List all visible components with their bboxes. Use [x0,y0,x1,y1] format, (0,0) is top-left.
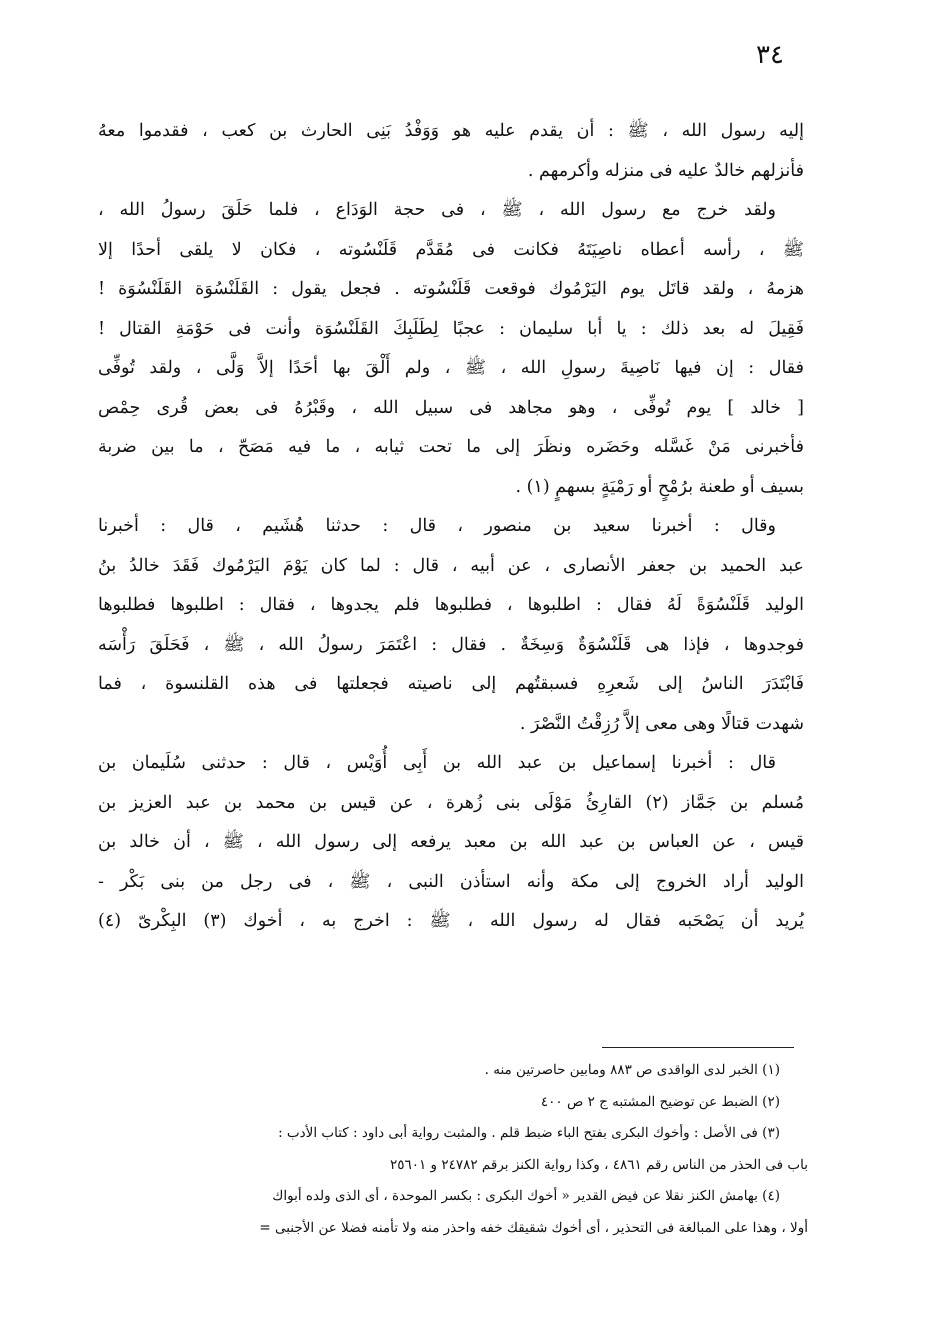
text-line: شهدت قتالًا وهى معى إلاَّ رُزِقْتُ النَّصْرَ . [519,713,804,734]
text-line: فَابْتَدَرَ الناسُ إلى شَعرِهِ فسبقتُهم إلى ناصيته فجعلتها فى هذه القلنسوة ، فما [98,674,804,694]
text-line: فوجدوها ، فإذا هى قَلَنْسُوَةٌ وَسِخَةٌ . فقال : اعْتَمَرَ رسولُ الله ، ﷺ ، فَحَلَقَ رَأْسَه [98,634,804,655]
text-line: إليه رسول الله ، ﷺ : أن يقدم عليه هو وَوَفْدُ بَنِى الحارث بن كعب ، فقدموا معهُ [98,121,804,141]
text-line: ﷺ ، رأسه أعطاه ناصِيَتَهُ فكانت فى مُقَدَّم قَلَنْسُوته ، فكان لا يلقى أحدًا إلا [98,239,804,260]
body-text [98,112,804,942]
text-line: يُريد أن يَصْحَبه فقال له رسول الله ، ﷺ : اخرج به ، أخوك (٣) البِكْرىّ (٤) [98,911,804,931]
paragraph-start-line: ولقد خرج مع رسول الله ، ﷺ ، فى حجة الوَدَاع ، فلما حَلَقَ رسولُ الله ، [98,200,776,220]
paragraph-start-line: وقال : أخبرنا سعيد بن منصور ، قال : حدثنا هُشَيم ، قال : أخبرنا [98,516,776,536]
footnote-4-continued: أولا ، وهذا على المبالغة فى التحذير ، أى أخوك شقيقك خفه واحذر منه ولا تأمنه فضلا عن الأجنبى = [259,1219,808,1236]
footnote-4: (٤) بهامش الكنز نقلا عن فيض القدير « أخوك البكرى : بكسر الموحدة ، أى الذى ولده أبواك [272,1188,780,1204]
footnote-1: (١) الخبر لدى الواقدى ص ٨٨٣ ومابين حاصرتين منه . [484,1062,780,1078]
paragraph-start-line: قال : أخبرنا إسماعيل بن عبد الله بن أَبِى أُوَيْس ، قال : حدثنى سُلَيمان بن [98,753,776,773]
text-line: فأخبرنى مَنْ غَسَّله وحَضَره ونظَرَ إلى ما تحت ثيابه ، ما فيه مَصَحّ ، ما بين ضربة [98,437,804,457]
text-line: فقال : إن فيها نَاصِيةَ رسولِ الله ، ﷺ ، ولم أَلْقَ بها أحَدًا إلاَّ وَلَّى ، ولقد تُوفِّى [98,358,804,378]
text-line: قيس ، عن العباس بن عبد الله بن معبد يرفعه إلى رسول الله ، ﷺ ، أن خالد بن [98,832,804,852]
text-line: الوليد أراد الخروج إلى مكة وأنه استأذن النبى ، ﷺ ، فى رجل من بنى بَكْر - [98,871,804,892]
text-line: الوليد قَلَنْسُوَةً لَهُ فقال : اطلبوها ، فطلبوها فلم يجدوها ، فقال : اطلبوها فطلبوها [98,595,804,615]
footnote-3-continued: باب فى الحذر من الناس رقم ٤٨٦١ ، وكذا رواية الكنز برقم ٢٤٧٨٢ و ٢٥٦٠١ [389,1156,808,1173]
text-line: [ خالد ] يوم تُوفِّى ، وهو مجاهد فى سبيل الله ، وقَبْرُهُ فى بعض قُرى حِمْص [98,397,804,418]
text-line: بسيف أو طعنة برُمْحٍ أو رَمْيَةٍ بسهمٍ (١) . [515,476,804,497]
page-number: ٣٤ [756,40,784,70]
footnote-divider [602,1047,794,1048]
footnotes [96,1055,808,1244]
footnote-2: (٢) الضبط عن توضيح المشتبه ج ٢ ص ٤٠٠ [540,1093,780,1110]
text-line: مُسلم بن جَمَّاز (٢) القارِئُ مَوْلَى بنى زُهرة ، عن قيس بن محمد بن عبد العزيز بن [98,792,804,813]
footnote-3: (٣) فى الأصل : وأخوك البكرى بفتح الباء ضبط قلم . والمثبت رواية أبى داود : كتاب الأدب : [278,1125,780,1141]
text-line: عبد الحميد بن جعفر الأنصارى ، عن أبيه ، قال : لما كان يَوْمَ اليَرْمُوك فَقَدَ خالدُ بنُ [98,555,804,576]
text-line: فَقِيلَ له بعد ذلك : يا أبا سليمان : عجبًا لِطَلَبِكَ القَلَنْسُوَة وأنت فى حَوْمَةِ القتال ! [98,318,804,339]
text-line: فأنزلهم خالدٌ عليه فى منزله وأكرمهم . [527,160,804,181]
text-line: هزمهُ ، ولقد قاتَل يوم اليَرْمُوك فوقعت قَلَنْسُوته . فجعل يقول : القَلَنْسُوَة القَلَنْسُوَة ! [98,279,804,299]
